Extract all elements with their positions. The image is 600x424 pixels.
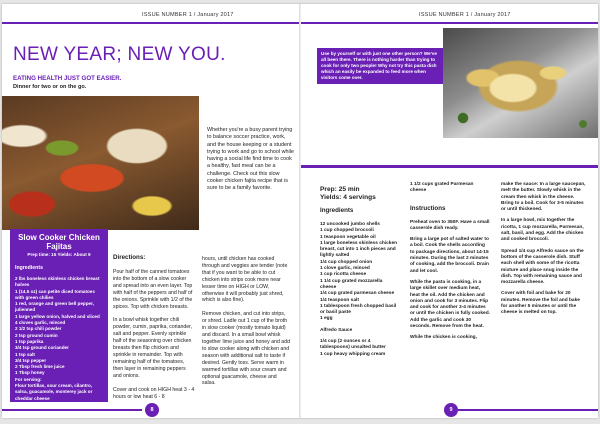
page-number: 9 xyxy=(444,403,458,417)
ingredient-list xyxy=(15,276,103,402)
list-item: 2 lbs boneless skinless chicken breast halves xyxy=(15,276,100,288)
paragraph: Spread 1/4 cup Alfredo sauce on the bottom of the casserole dish. Stuff each shell with some of the ricotta mixture and place snug inside the dish. Top with remaining sauce and mozzarella cheese. xyxy=(501,248,584,286)
list-item: 3/4 tsp pepper xyxy=(15,357,47,363)
directions-heading: Directions: xyxy=(113,254,146,261)
pasta-photo xyxy=(443,28,598,138)
directions-column-1 xyxy=(113,254,195,407)
list-item: For serving: xyxy=(15,376,42,382)
list-item: 1 egg xyxy=(320,316,333,322)
recipe-title: Slow Cooker Chicken Fajitas xyxy=(18,233,100,251)
issue-label: ISSUE NUMBER 1 / January 2017 xyxy=(419,12,511,18)
footer-rule xyxy=(2,409,142,411)
list-item: 1 tsp paprika xyxy=(15,338,44,344)
page-number: 8 xyxy=(145,403,159,417)
list-item: 1 tsp salt xyxy=(15,351,35,357)
page-headline: NEW YEAR; NEW YOU. xyxy=(13,44,226,65)
yields: Yields: 4 servings xyxy=(320,194,376,201)
directions-column-2 xyxy=(202,256,291,394)
list-item: 1 1/2 cups grated Parmesan cheese xyxy=(410,182,474,194)
list-item: 1 cup ricotta cheese xyxy=(320,272,367,278)
fajitas-photo xyxy=(2,96,199,230)
header-rule xyxy=(2,22,299,24)
paragraph: Pour half of the canned tomatoes into the bottom of a slow cooker and spread into an even layer. Top with half of the peppers and half of the onions. Sprinkle with 1/2 of the spices. Top with chicken breasts. xyxy=(113,269,193,310)
list-item: 1 1/4 cup grated mozzarella cheese xyxy=(320,278,383,290)
ingredients-heading: Ingredients xyxy=(15,265,43,271)
list-item: Flour tortillas, sour cream, cilantro, salsa, guacamole, monterey jack or cheddar cheese xyxy=(15,383,93,401)
intro-text: Whether you're a busy parent trying to balance soccer practice, work, and the house keeping or a student trying to work and go to school while having a social life find time to cook a healthy, fast meal can be a challenge. Check out this slow cooker chicken fajita recipe that is sure to be a family favorite. xyxy=(207,127,294,192)
list-item: 1 (14.5 oz) can petite diced tomatoes with green chilies xyxy=(15,288,95,300)
paragraph: While the chicken is cooking, xyxy=(410,335,477,341)
issue-label: ISSUE NUMBER 1 / January 2017 xyxy=(142,12,234,18)
paragraph: hours, until chicken has cooked through and veggies are tender (note that if you want to be able to cut chicken into strips cook more near lesser time on HIGH or LOW, otherwise it will probably just shred, which is also fine). xyxy=(202,256,288,304)
list-item: 1 Tbsp honey xyxy=(15,370,45,376)
paragraph: While the pasta is cooking, in a large skillet over medium heat, heat the oil. Add the chicken and onion and cook for 3 minutes. Flip and cook for another 3-4 minutes or until the chicken is fully cooked. Add the garlic and cook 30 seconds. Remove from the heat. xyxy=(410,279,490,330)
instructions-heading: Instructions xyxy=(410,204,446,212)
callout-box: Use by yourself or with just one other person? We've all been there. There is nothing harder than trying to cook for only two people! Why not try this pasta dish which an easily be expanded to feed more when visitors come over. xyxy=(317,48,445,84)
magazine-spread xyxy=(2,4,598,418)
instructions-column-2 xyxy=(501,182,586,317)
list-item: 2 1/2 tsp chili powder xyxy=(15,326,62,332)
list-item: 1 large yellow onion, halved and sliced xyxy=(15,313,100,319)
subtitle: Dinner for two or on the go. xyxy=(13,84,87,90)
ingredients-heading: Ingredients xyxy=(320,207,354,214)
list-item: 1/4 cup (2 ounces or 4 tablespoons) unsalted butter xyxy=(320,339,386,351)
tagline: EATING HEALTH JUST GOT EASIER. xyxy=(13,75,122,82)
paragraph: In a bowl whisk together chili powder, cumin, paprika, coriander, salt and pepper. Evenly sprinkle half of the seasoning over chicken breasts then flip chicken and sprinkle in remainder. Top with remaining half of the tomatoes, then layer in remaining peppers and onions. xyxy=(113,317,193,379)
list-item: 1 red, orange and green bell pepper, julienned xyxy=(15,301,94,313)
sauce-heading: Alfredo Sauce xyxy=(320,327,353,333)
list-item: 1/4 cup chopped onion xyxy=(320,259,373,265)
list-item: 1 large boneless skinless chicken breast, cut into 1 inch pieces and lightly salted xyxy=(320,240,398,259)
list-item: 1/4 teaspoon salt xyxy=(320,297,359,303)
instructions-column-1 xyxy=(410,182,490,342)
right-page xyxy=(301,4,598,418)
list-item: 1 cup chopped broccoli xyxy=(320,228,374,234)
list-item: 1/4 cup grated parmesan cheese xyxy=(320,291,395,297)
paragraph: Bring a large pot of salted water to a boil. Cook the shells according to package directions, about 14-15 minutes. During the last 2 minutes of cooking, add the broccoli. Drain and let cool. xyxy=(410,237,489,274)
list-item: 2 tsp ground cumin xyxy=(15,332,58,338)
paragraph: Cover and cook on HIGH heat 3 - 4 hours or low heat 6 - 8 xyxy=(113,386,195,400)
ingredients-column xyxy=(320,186,398,358)
list-item: 4 cloves garlic, minced xyxy=(15,320,66,326)
paragraph: Remove chicken, and cut into strips, or shred. Ladle out 1 cup of the broth in slow cooker (mostly tomato liquid) and discard. In a small bowl whisk together lime juice and honey and add to slow cooker along with chicken and season with additional salt to taste if desired. Gently toss. Serve warm in warmed tortillas with sour cream and optional guacamole, cheese and salsa. xyxy=(202,311,290,387)
list-item: 1 cup heavy whipping cream xyxy=(320,351,386,357)
list-item: 1 teaspoon vegetable oil xyxy=(320,234,376,240)
footer-rule xyxy=(458,409,598,411)
left-page xyxy=(2,4,299,418)
prep-time: Prep: 25 min xyxy=(320,186,360,193)
section-rule xyxy=(301,165,598,168)
paragraph: In a large bowl, mix together the ricotta, 1 cup mozzarella, Parmesan, salt, basil, and egg. Add the chicken and cooked broccoli. xyxy=(501,218,584,243)
paragraph: make the sauce: In a large saucepan, melt the butter. Slowly whisk in the cream then whisk in the cheese. Bring to a boil. Cook for 3-5 minutes or until thickened. xyxy=(501,182,586,213)
recipe-box xyxy=(10,229,108,402)
list-item: 12 uncooked jumbo shells xyxy=(320,222,380,227)
recipe-meta: Prep time: 15 Yields: About 9 xyxy=(27,252,91,257)
paragraph: Preheat oven to 350F. Have a small casserole dish ready. xyxy=(410,219,490,231)
paragraph: Cover with foil and bake for 20 minutes. Remove the foil and bake for another 5 minutes or until the cheese is melted on top. xyxy=(501,291,580,316)
list-item: 1 clove garlic, minced xyxy=(320,266,370,272)
list-item: 1 tablespoon fresh chopped basil or basil paste xyxy=(320,303,397,316)
header-rule xyxy=(301,22,598,24)
list-item: 2 Tbsp fresh lime juice xyxy=(15,364,65,370)
list-item: 3/4 tsp ground coriander xyxy=(15,345,69,351)
